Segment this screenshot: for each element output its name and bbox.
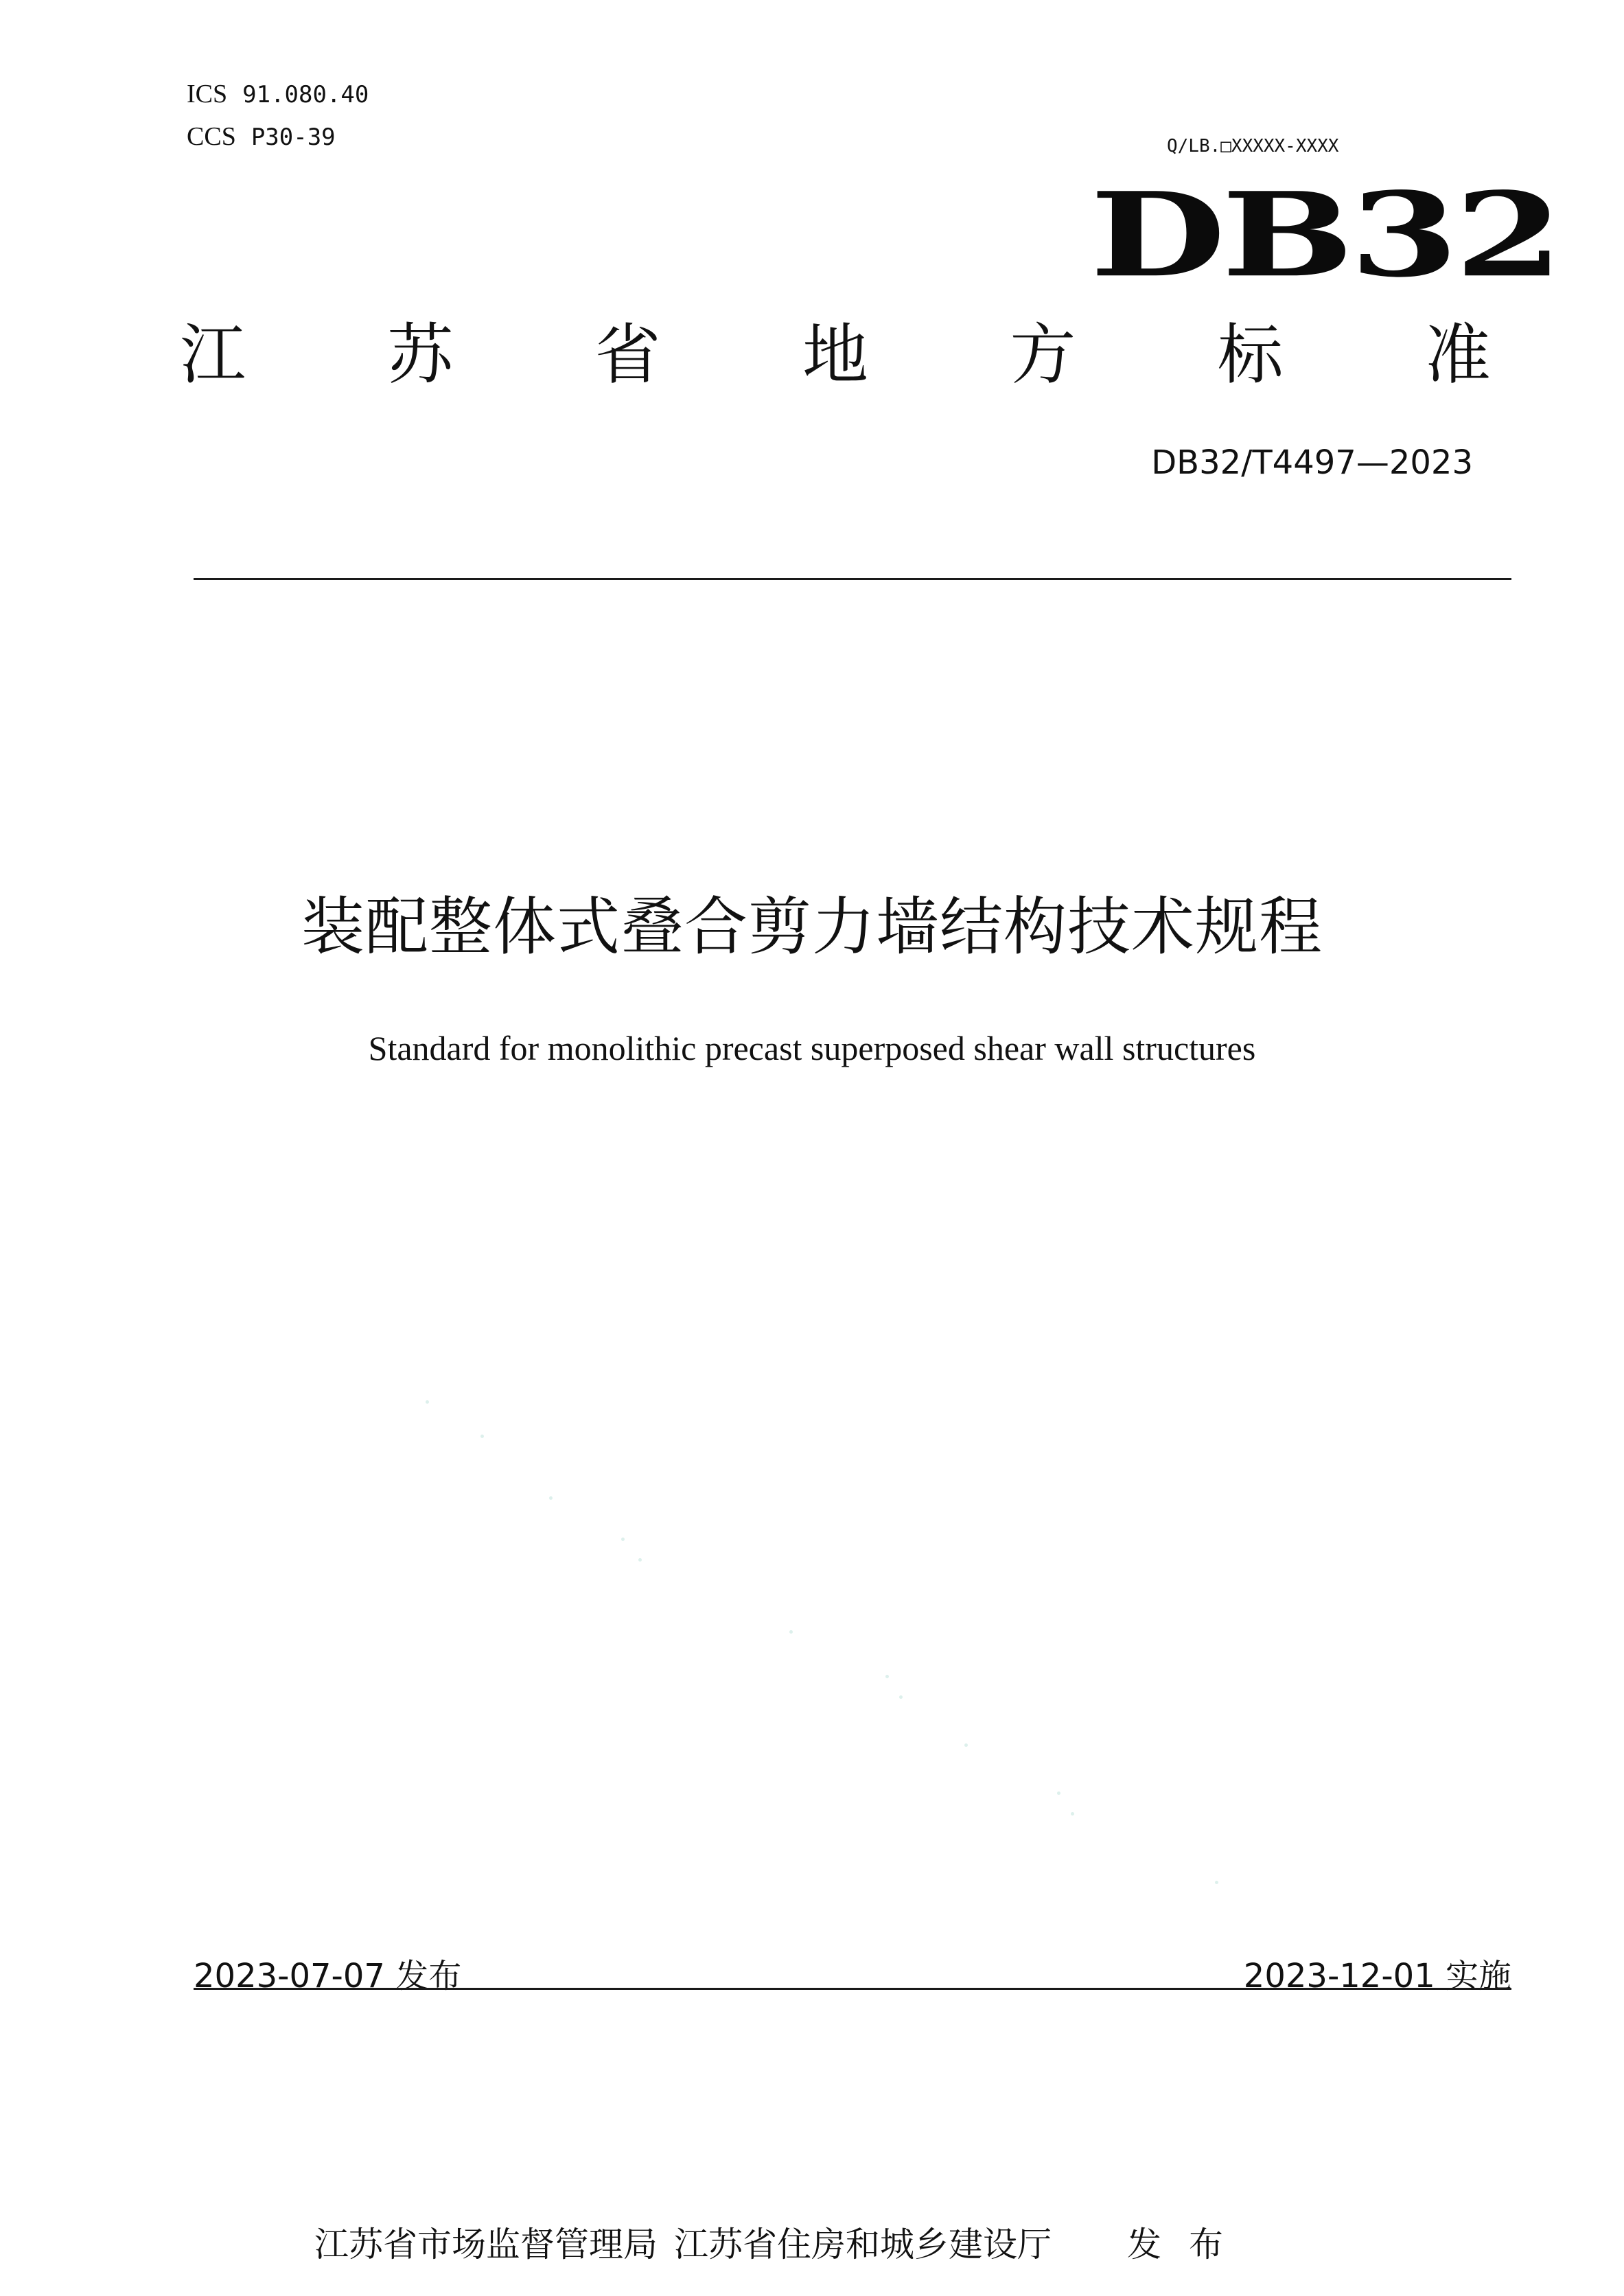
scan-speck [789,1630,793,1634]
standard-type-char: 标 [1217,316,1284,393]
implementation-date: 2023-12-01 实施 [1243,1957,1511,1995]
standard-type-char: 江 [180,316,246,393]
standard-type-char: 省 [594,316,661,393]
standard-type-heading [180,317,1491,393]
title-english: Standard for monolithic precast superposed shear wall structures [368,1029,1256,1067]
ics-code: 91.080.40 [242,81,369,108]
ccs-label: CCS [187,122,236,151]
ccs-classification [187,124,336,150]
issuing-authorities [314,2227,1251,2262]
scan-speck [1215,1881,1218,1884]
ccs-code: P30-39 [251,124,336,151]
standard-type-char: 方 [1010,316,1076,393]
scan-speck [1057,1791,1060,1795]
title-chinese: 装配整体式叠合剪力墙结构技术规程 [301,890,1323,964]
standard-number: DB32/T4497—2023 [1151,443,1473,482]
issue-action: 发布 [1127,2225,1251,2264]
scan-speck [964,1743,968,1747]
ics-label: ICS [187,80,228,108]
issuer-housing-construction: 江苏省住房和城乡建设厅 [674,2225,1052,2264]
issue-date: 2023-07-07 发布 [194,1957,462,1995]
scan-speck [1071,1812,1074,1816]
scan-speck [899,1695,903,1699]
standard-type-char: 苏 [387,316,454,393]
date-divider [194,1988,1511,1990]
scan-speck [621,1538,625,1541]
scan-speck [549,1496,553,1500]
issuer-market-regulation: 江苏省市场监督管理局 [314,2225,658,2264]
scan-speck [480,1435,484,1438]
scan-speck [638,1558,642,1562]
scan-speck [426,1400,429,1404]
db32-logo: DB32 [1090,166,1559,303]
scan-speck [885,1675,889,1678]
header-divider [194,578,1511,580]
standard-type-char: 地 [802,316,868,393]
standard-type-char: 准 [1424,316,1491,393]
ics-classification [187,81,369,107]
filing-number: Q/LB.□XXXXX-XXXX [1167,136,1339,156]
